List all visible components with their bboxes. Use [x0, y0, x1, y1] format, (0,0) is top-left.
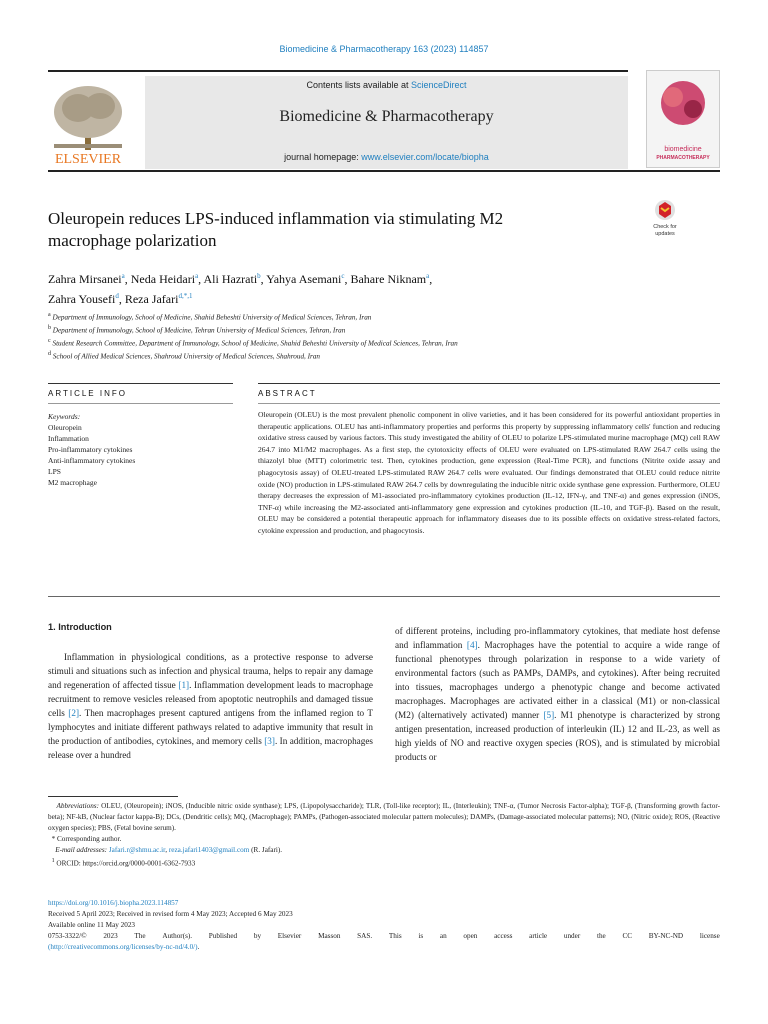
article-title — [48, 208, 628, 252]
check-updates-line2: updates — [655, 231, 675, 237]
elsevier-wordmark: ELSEVIER — [54, 152, 122, 166]
cover-art-icon — [647, 71, 719, 167]
citation-link[interactable]: [2] — [68, 708, 80, 718]
abstract-text: Oleuropein (OLEU) is the most prevalent phenolic component in olive varieties, and it has been considered for its powerful antioxidant properties in therapeutic applications. OLEU has anti-inflammatory properties and performs this property by suppressing inflammatory cells' function and reducing oxidative stress caused by various factors. This study investigated the ability of OLEU to polarize LPS-stimulated murine macrophage (MQ) cell RAW 264.7 into M1/M2 macrophages. As a first step, the cytotoxicity effects of OLEU were evaluated on LPS-stimulated RAW 264.7 cells using the thiazolyl blue (MTT) colorimetric test. Then, cytokines production, gene expression (Real-Time PCR), and functions (Nitrite oxide assay and phagocytosis assay) of OLEU-treated LPS-stimulated RAW 264.7 cells were evaluated. Our findings demonstrated that OLEU could reduce nitrite oxide (NO) production in LPS-stimulated RAW 264.7 cells by downregulating the inducible nitric oxide synthase gene expression. Furthermore, OLEU therapy decreases the expression of M1-associated pro-inflammatory cytokines production (IL-12, IFN-γ, and TNF-α) and genes expression (iNOS, TNF-α) while increasing the M2-associated anti-inflammatory gene expression and cytokines production (IL-10, and TGF-β). Based on the result, OLEU may be considered a potential therapeutic approach for inflammatory diseases due to its possible effects on oxidative stress-related factors, cytokine expression and production, and phagocytosis. — [258, 410, 720, 535]
section-heading-introduction: 1. Introduction — [48, 622, 112, 632]
journal-title: Biomedicine & Pharmacotherapy — [279, 108, 494, 125]
affiliation: $^d$ School of Allied Medical Sciences, Shahroud University of Medical Sciences, Shahroud, Iran — [48, 350, 321, 361]
email-footnote: E-mail addresses: Jafari.r@shmu.ac.ir, reza.jafari1403@gmail.com (R. Jafari). — [55, 846, 283, 854]
publication-info: https://doi.org/10.1016/j.biopha.2023.114857 Received 5 April 2023; Received in revised form 4 May 2023; Accepted 6 May 2023 Available online 11 May 2023 0753-3322/© 2023 The Author(s). Published by Elsevier Masson SAS. This is an open access article under the CC BY-NC-ND license (http://creativecommons.org/licenses/by-nc-nd/4.0/). — [48, 899, 720, 951]
author[interactable]: Ali Hazrati$^b$, — [203, 272, 267, 286]
homepage-link[interactable]: www.elsevier.com/locate/biopha — [361, 152, 489, 162]
author[interactable]: Reza Jafari$^{d,*,1}$ — [124, 292, 193, 306]
homepage-prefix: journal homepage: — [284, 152, 362, 162]
keywords-label: Keywords: — [48, 412, 81, 421]
author[interactable]: Zahra Yousefi$^d$, — [48, 292, 125, 306]
keywords-block — [48, 411, 238, 488]
contents-prefix: Contents lists available at — [306, 80, 412, 90]
article-info-rule — [48, 383, 233, 384]
author-list — [48, 268, 648, 308]
header-bottom-rule — [48, 170, 720, 172]
author[interactable]: Neda Heidari$^a$, — [130, 272, 204, 286]
author[interactable]: Yahya Asemani$^c$, — [266, 272, 351, 286]
available-online: Available online 11 May 2023 — [48, 921, 136, 929]
article-title-line2: macrophage polarization — [48, 231, 217, 250]
homepage-line — [145, 152, 628, 162]
footnotes — [48, 801, 720, 869]
abstract-rule-2 — [258, 403, 720, 404]
email-link[interactable]: Jafari.r@shmu.ac.ir — [108, 846, 166, 854]
affiliations — [48, 310, 668, 362]
citation-link[interactable]: [4] — [466, 640, 478, 650]
header-top-rule — [48, 70, 628, 72]
check-updates-line1: Check for — [653, 224, 677, 230]
abstract-rule — [258, 383, 720, 384]
intro-left-column — [48, 620, 373, 762]
intro-right-column — [395, 624, 720, 764]
doi-link[interactable]: https://doi.org/10.1016/j.biopha.2023.114857 — [48, 899, 179, 907]
keyword: LPS — [48, 467, 61, 476]
intro-paragraph-continued: of different proteins, including pro-inflammatory cytokines, that mediate host defense and inflammation [4]. Macrophages have the potential to acquire a wide range of functional phenotypes through polarization in response to a wide variety of environmental factors (such as PAMPs, DAMPs, and cytokines). After being recruited into tissues, macrophages undergo a phenotypic change and become activated macrophages. Macrophages are activated either in a classical (M1) or non-classical (M2) (alternatively activated) manner [5]. M1 phenotype is characterized by strong antigen presentation, increased production of interleukin (IL) 12 and IL-23, as well as high yields of NO and reactive oxygen species (ROS), and is stimulated by microbial products or — [395, 626, 720, 762]
check-updates-icon — [646, 198, 684, 238]
keyword: Oleuropein — [48, 423, 82, 432]
affiliation: $^c$ Student Research Committee, Department of Immunology, School of Medicine, Shahid Beheshti University of Medical Sciences, Tehran, Iran — [48, 337, 458, 348]
article-info-heading: ARTICLE INFO — [48, 389, 127, 398]
elsevier-tree-icon — [48, 78, 128, 166]
corresponding-footnote: * Corresponding author. — [48, 835, 122, 843]
footnote-rule — [48, 796, 178, 797]
cover-title-1: biomedicine — [664, 146, 702, 153]
journal-citation[interactable]: Biomedicine & Pharmacotherapy 163 (2023) 114857 — [279, 44, 489, 54]
abstract-bottom-rule — [48, 596, 720, 597]
check-for-updates-badge[interactable] — [646, 198, 684, 238]
keyword: M2 macrophage — [48, 478, 97, 487]
intro-paragraph: Inflammation in physiological conditions, as a protective response to adverse stimuli and situations such as infection and physical trauma, helps to repair any damage and regeneration of affected tissue [1]. Inflammation development leads to macrophage recruitment to remove vesicles released from apoptotic neutrophils and damaged tissue cells [2]. Then macrophages present captured antigens from the inflamed region to T lymphocytes and initiate different pathways related to adaptive immunity that result in the production of antibodies, cytokines, and memory cells [3]. In addition, macrophages release over a hundred — [48, 652, 373, 760]
affiliation: $^a$ Department of Immunology, School of Medicine, Shahid Beheshti University of Medical Sciences, Tehran, Iran — [48, 312, 372, 322]
cover-title-2: PHARMACOTHERAPY — [656, 155, 710, 161]
citation-link[interactable]: [3] — [264, 736, 275, 746]
article-title-line1: Oleuropein reduces LPS-induced inflammation via stimulating M2 — [48, 209, 504, 228]
license-line: 0753-3322/© 2023 The Author(s). Published by Elsevier Masson SAS. This is an open access article under the CC BY-NC-ND license — [48, 932, 720, 940]
author[interactable]: Bahare Niknam$^a$, — [350, 272, 433, 286]
abbreviations-footnote: Abbreviations: OLEU, (Oleuropein); iNOS, (Inducible nitric oxide synthase); LPS, (Lipopolysaccharide); TLR, (Toll-like receptor); IL, (Interleukin); TNF-α, (Tumor Necrosis Factor-alpha); TGF-β, (Transforming growth factor-beta); NF-kB, (Nuclear factor kappa-B); DCs, (Dendritic cells); MQ, (Macrophage); PAMPs, (Pathogen-associated molecular pattern molecules); DAMPs, (Damage-associated molecular patterns); NO, (Nitric oxide); ROS, (Reactive oxygen species); PBS, (Fetal bovine serum). — [48, 802, 720, 832]
keyword: Pro-inflammatory cytokines — [48, 445, 133, 454]
elsevier-logo[interactable] — [48, 78, 128, 166]
keyword: Inflammation — [48, 434, 89, 443]
article-info-rule-2 — [48, 403, 233, 404]
email-link[interactable]: reza.jafari1403@gmail.com — [168, 846, 250, 854]
affiliation: $^b$ Department of Immunology, School of Medicine, Tehran University of Medical Sciences, Tehran, Iran — [48, 324, 346, 335]
abstract-heading: ABSTRACT — [258, 389, 317, 398]
contents-line — [145, 80, 628, 90]
author[interactable]: Zahra Mirsanei$^a$, — [48, 272, 131, 286]
citation-link[interactable]: [1] — [178, 680, 190, 690]
citation-link[interactable]: [5] — [543, 710, 555, 720]
journal-cover[interactable] — [646, 70, 720, 168]
sciencedirect-link[interactable]: ScienceDirect — [411, 80, 467, 90]
received-dates: Received 5 April 2023; Received in revised form 4 May 2023; Accepted 6 May 2023 — [48, 910, 293, 918]
license-link[interactable]: (http://creativecommons.org/licenses/by-nc-nd/4.0/) — [48, 943, 198, 951]
orcid-footnote: $^1$ ORCID: https://orcid.org/0000-0001-6362-7933 — [51, 858, 196, 868]
keyword: Anti-inflammatory cytokines — [48, 456, 136, 465]
